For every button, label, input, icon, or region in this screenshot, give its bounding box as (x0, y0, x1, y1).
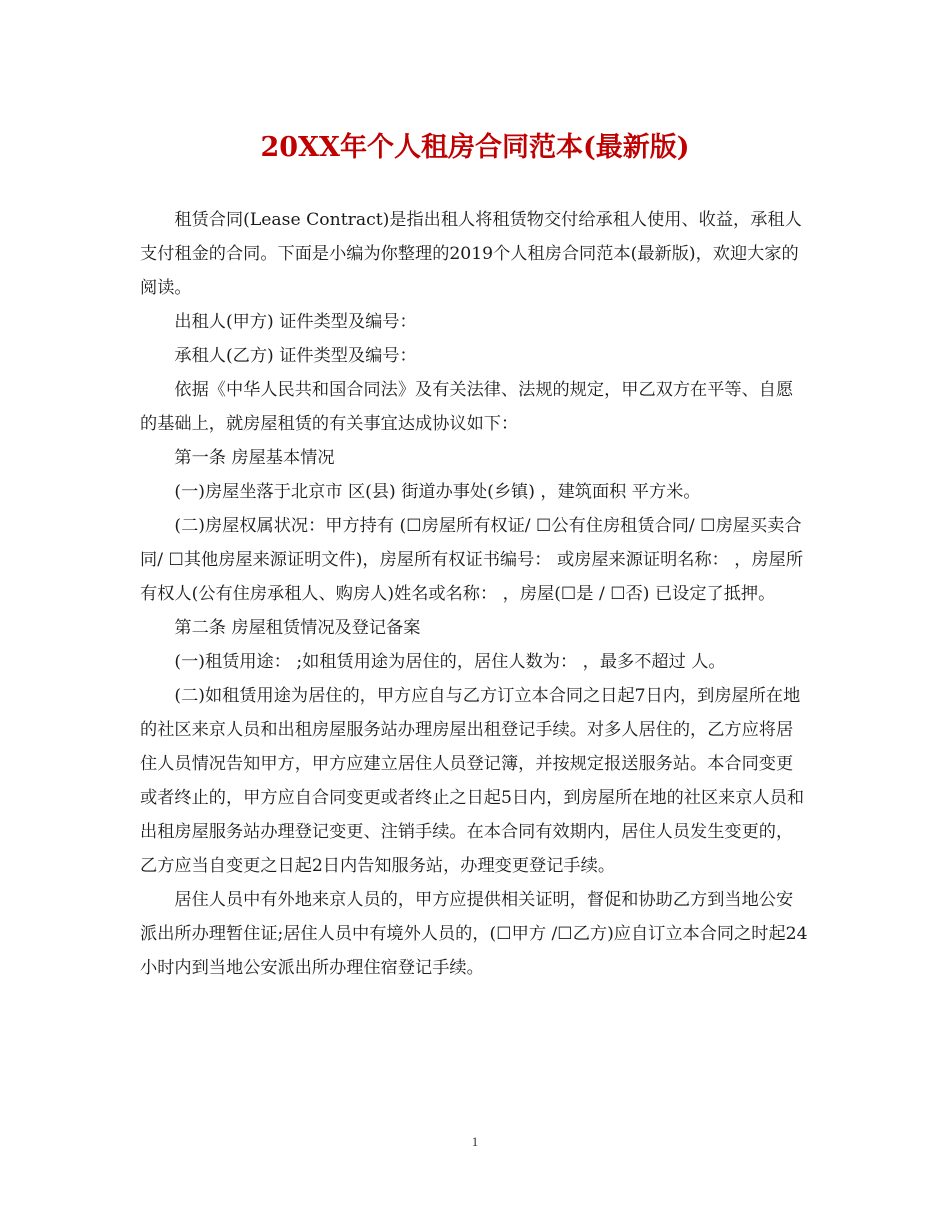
document-body (140, 203, 808, 985)
page-number: 1 (471, 1134, 479, 1149)
paragraph-lessor: 出租人(甲方) 证件类型及编号： (174, 312, 417, 332)
document-title: 20XX年个人租房合同范本(最新版) (260, 132, 690, 163)
paragraph-lessee: 承租人(乙方) 证件类型及编号： (174, 346, 417, 366)
section-heading-2: 第二条 房屋租赁情况及登记备案 (174, 618, 421, 638)
paragraph-basis: 依据《中华人民共和国合同法》及有关法律、法规的规定，甲乙双方在平等、自愿的基础上，就房屋租赁的有关事宜达成协议如下： (140, 380, 794, 434)
paragraph-registration: (二)如租赁用途为居住的，甲方应自与乙方订立本合同之日起7日内，到房屋所在地的社区来京人员和出租房屋服务站办理房屋出租登记手续。对多人居住的，乙方应将居住人员情况告知甲方，甲方应建立居住人员登记簿，并按规定报送服务站。本合同变更或者终止的，甲方应自合同变更或者终止之日起5日内，到房屋所在地的社区来京人员和出租房屋服务站办理登记变更、注销手续。在本合同有效期内，居住人员发生变更的，乙方应当自变更之日起2日内告知服务站，办理变更登记手续。 (140, 686, 805, 876)
paragraph-ownership: (二)房屋权属状况：甲方持有 (☐房屋所有权证/ ☐公有住房租赁合同/ ☐房屋买卖合同/ ☐其他房屋来源证明文件)，房屋所有权证书编号： 或房屋来源证明名称： ，房屋所有权人(公有住房承租人、购房人)姓名或名称： ，房屋(☐是 / ☐否) 已设定了抵押。 (140, 516, 804, 604)
section-heading-1: 第一条 房屋基本情况 (174, 448, 335, 468)
paragraph-purpose: (一)租赁用途： ;如租赁用途为居住的，居住人数为： ，最多不超过 人。 (174, 652, 726, 672)
paragraph-location: (一)房屋坐落于北京市 区(县) 街道办事处(乡镇) ，建筑面积 平方米。 (174, 482, 701, 502)
paragraph-intro: 租赁合同(Lease Contract)是指出租人将租赁物交付给承租人使用、收益，承租人支付租金的合同。下面是小编为你整理的2019个人租房合同范本(最新版)，欢迎大家的阅读。 (140, 210, 802, 298)
paragraph-residents: 居住人员中有外地来京人员的，甲方应提供相关证明，督促和协助乙方到当地公安派出所办理暂住证;居住人员中有境外人员的，(☐甲方 /☐乙方)应自订立本合同之时起24小时内到当地公安派出所办理住宿登记手续。 (140, 890, 808, 978)
